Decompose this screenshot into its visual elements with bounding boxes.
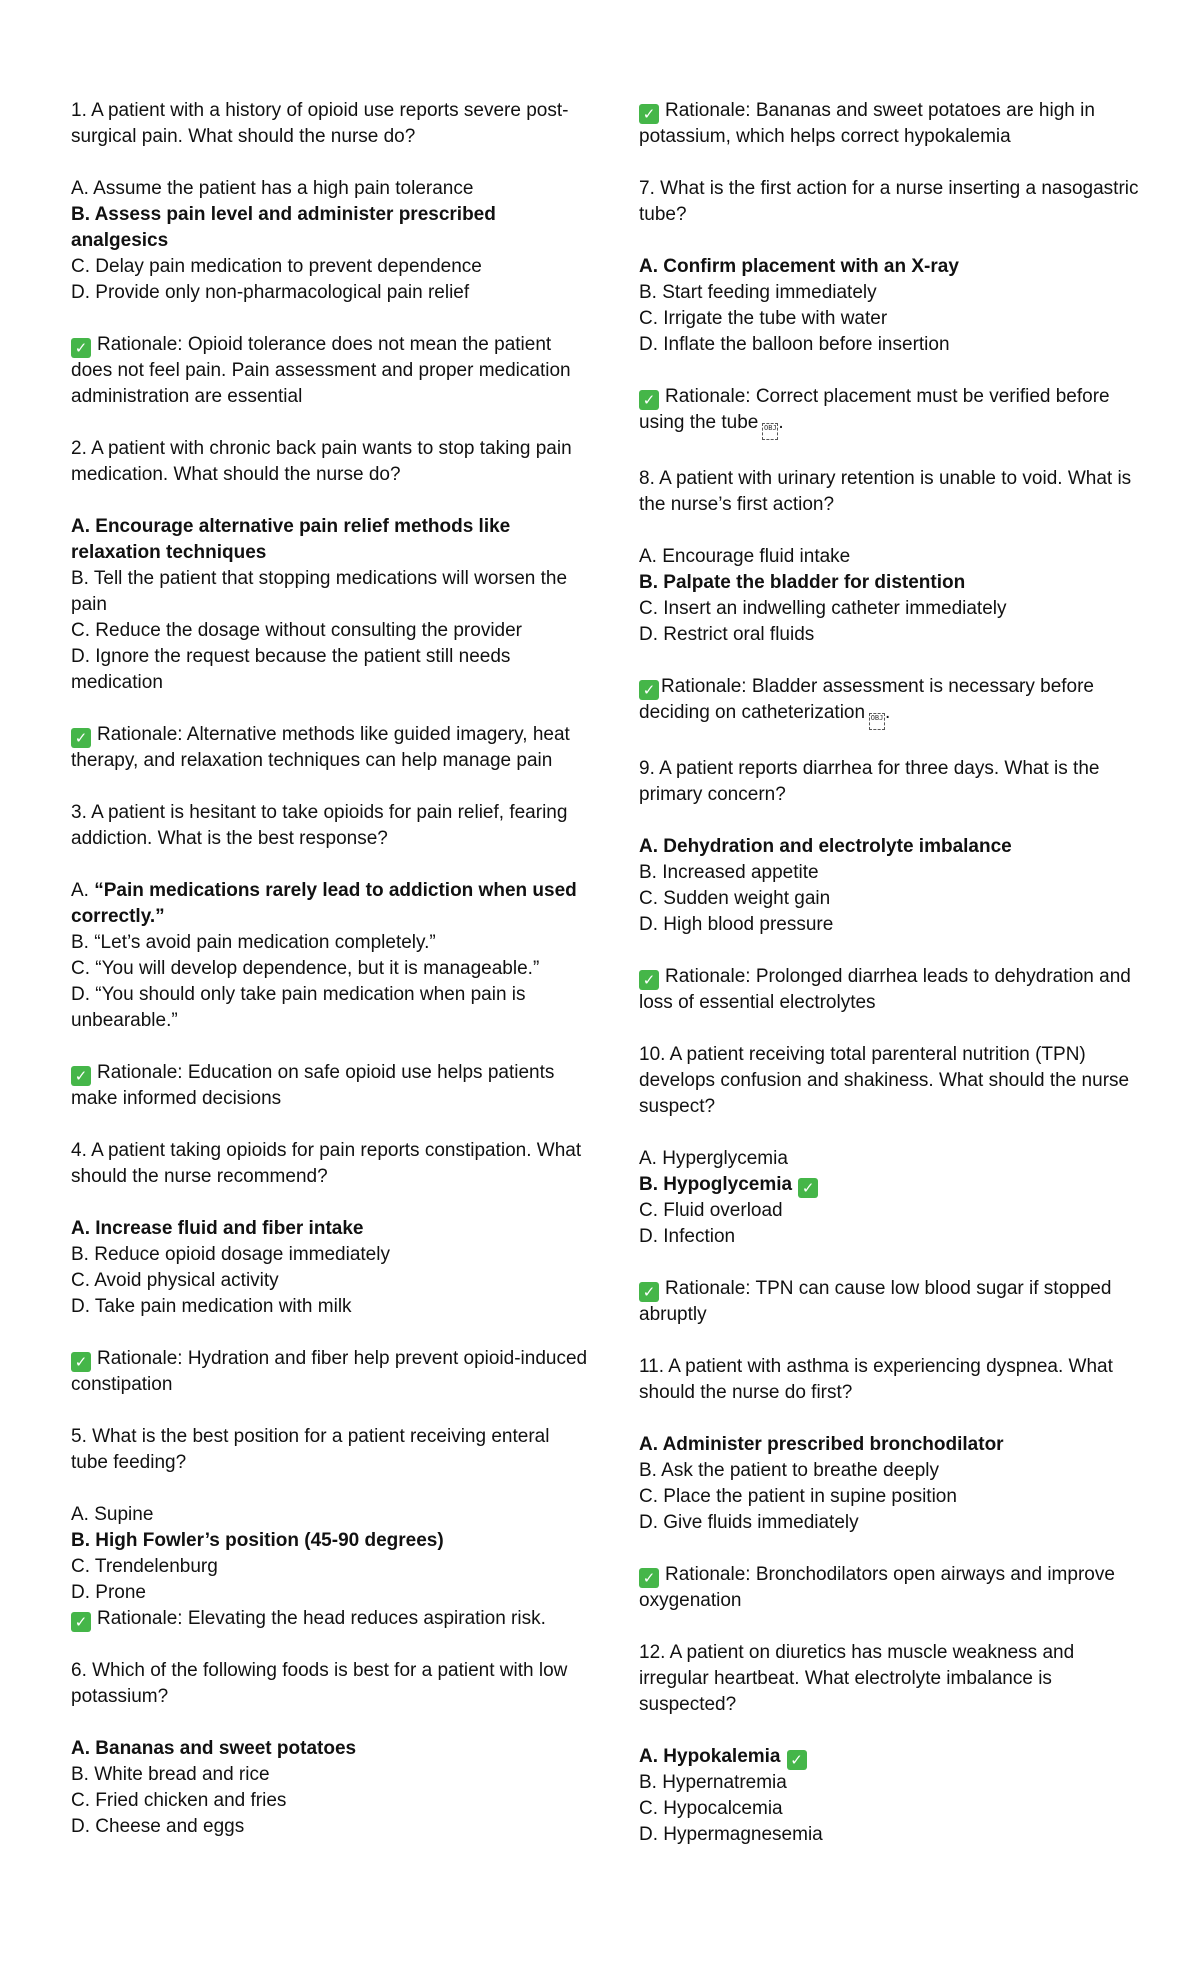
question-7 bbox=[639, 176, 1149, 440]
question-3 bbox=[71, 800, 591, 1112]
question-2 bbox=[71, 436, 591, 774]
check-mark-icon: ✓ bbox=[71, 338, 91, 358]
answer-option: B. Hypernatremia bbox=[639, 1772, 787, 1793]
check-mark-icon: ✓ bbox=[71, 1612, 91, 1632]
correct-answer-option bbox=[639, 1172, 1149, 1198]
check-mark-icon: ✓ bbox=[639, 104, 659, 124]
answer-option: D. Prone bbox=[71, 1582, 146, 1603]
answer-option: B. “Let’s avoid pain medication completely.” bbox=[71, 932, 436, 953]
answer-option: C. Sudden weight gain bbox=[639, 888, 831, 909]
correct-answer-option: B. Assess pain level and administer prescribed analgesics bbox=[71, 204, 496, 251]
rationale-text: Rationale: Bladder assessment is necessary before deciding on catheterization bbox=[639, 676, 1095, 723]
answer-option: C. Place the patient in supine position bbox=[639, 1486, 957, 1507]
left-column bbox=[71, 98, 591, 1840]
check-mark-icon: ✓ bbox=[71, 1066, 91, 1086]
answer-option: D. High blood pressure bbox=[639, 914, 834, 935]
option-text-bold: “Pain medications rarely lead to addiction when used correctly.” bbox=[71, 880, 577, 927]
answer-option: B. Reduce opioid dosage immediately bbox=[71, 1244, 390, 1265]
rationale-text: Rationale: TPN can cause low blood sugar if stopped abruptly bbox=[639, 1278, 1112, 1325]
answer-option: C. Fluid overload bbox=[639, 1200, 783, 1221]
question-stem: 8. A patient with urinary retention is unable to void. What is the nurse’s first action? bbox=[639, 468, 1132, 515]
answer-option: C. Delay pain medication to prevent dependence bbox=[71, 256, 482, 277]
correct-answer-option bbox=[71, 878, 591, 930]
rationale bbox=[71, 1346, 591, 1398]
question-stem: 9. A patient reports diarrhea for three days. What is the primary concern? bbox=[639, 758, 1100, 805]
rationale-text: Rationale: Bananas and sweet potatoes are high in potassium, which helps correct hypokalemia bbox=[639, 100, 1095, 147]
answer-option: D. Hypermagnesemia bbox=[639, 1824, 823, 1845]
question-stem: 7. What is the first action for a nurse inserting a nasogastric tube? bbox=[639, 178, 1139, 225]
rationale bbox=[71, 332, 591, 410]
answer-option: C. Trendelenburg bbox=[71, 1556, 218, 1577]
question-8 bbox=[639, 466, 1149, 730]
rationale: ✓ Rationale: Correct placement must be verified before using the tube OBJ. bbox=[639, 384, 1149, 440]
rationale-text: Rationale: Elevating the head reduces aspiration risk. bbox=[97, 1608, 546, 1629]
correct-answer-option: A. Administer prescribed bronchodilator bbox=[639, 1434, 1004, 1455]
right-column bbox=[639, 98, 1149, 1848]
check-mark-icon: ✓ bbox=[639, 970, 659, 990]
rationale bbox=[639, 98, 1149, 150]
rationale-text: Rationale: Prolonged diarrhea leads to dehydration and loss of essential electrolytes bbox=[639, 966, 1131, 1013]
answer-option: D. “You should only take pain medication when pain is unbearable.” bbox=[71, 984, 526, 1031]
answer-option: D. Infection bbox=[639, 1226, 736, 1247]
rationale bbox=[71, 1060, 591, 1112]
check-mark-icon: ✓ bbox=[639, 680, 659, 700]
answer-option: C. Insert an indwelling catheter immediately bbox=[639, 598, 1007, 619]
answer-option: D. Give fluids immediately bbox=[639, 1512, 859, 1533]
question-12 bbox=[639, 1640, 1149, 1848]
correct-answer-option: A. Dehydration and electrolyte imbalance bbox=[639, 836, 1012, 857]
rationale: ✓ Rationale: Bladder assessment is necessary before deciding on catheterization OBJ. bbox=[639, 674, 1149, 730]
answer-option: D. Ignore the request because the patient still needs medication bbox=[71, 646, 511, 693]
rationale-text: Rationale: Correct placement must be verified before using the tube bbox=[639, 386, 1110, 433]
answer-option: C. Reduce the dosage without consulting the provider bbox=[71, 620, 522, 641]
answer-option: C. “You will develop dependence, but it is manageable.” bbox=[71, 958, 540, 979]
check-mark-icon: ✓ bbox=[798, 1178, 818, 1198]
question-stem: 6. Which of the following foods is best for a patient with low potassium? bbox=[71, 1660, 568, 1707]
answer-option: D. Restrict oral fluids bbox=[639, 624, 815, 645]
answer-option: B. Increased appetite bbox=[639, 862, 819, 883]
answer-option: C. Hypocalcemia bbox=[639, 1798, 783, 1819]
question-stem: 11. A patient with asthma is experiencing dyspnea. What should the nurse do first? bbox=[639, 1356, 1113, 1403]
answer-option: C. Fried chicken and fries bbox=[71, 1790, 287, 1811]
rationale bbox=[639, 964, 1149, 1016]
correct-answer-option: A. Bananas and sweet potatoes bbox=[71, 1738, 357, 1759]
object-replacement-icon: OBJ bbox=[869, 713, 885, 730]
check-mark-icon: ✓ bbox=[71, 1352, 91, 1372]
answer-option: A. Encourage fluid intake bbox=[639, 546, 851, 567]
question-11 bbox=[639, 1354, 1149, 1614]
option-prefix: A. bbox=[71, 880, 95, 901]
question-5 bbox=[71, 1424, 591, 1632]
question-stem: 5. What is the best position for a patient receiving enteral tube feeding? bbox=[71, 1426, 550, 1473]
answer-option: D. Take pain medication with milk bbox=[71, 1296, 352, 1317]
correct-answer-option: A. Increase fluid and fiber intake bbox=[71, 1218, 364, 1239]
rationale-text: Rationale: Opioid tolerance does not mean the patient does not feel pain. Pain assessment and proper medication administration are essential bbox=[71, 334, 571, 407]
question-stem: 4. A patient taking opioids for pain reports constipation. What should the nurse recommend? bbox=[71, 1140, 582, 1187]
correct-answer-option: B. Palpate the bladder for distention bbox=[639, 572, 966, 593]
check-mark-icon: ✓ bbox=[639, 1282, 659, 1302]
question-stem: 2. A patient with chronic back pain wants to stop taking pain medication. What should the nurse do? bbox=[71, 438, 572, 485]
answer-option: B. Tell the patient that stopping medications will worsen the pain bbox=[71, 568, 568, 615]
answer-option: B. Ask the patient to breathe deeply bbox=[639, 1460, 939, 1481]
answer-option: C. Irrigate the tube with water bbox=[639, 308, 888, 329]
rationale bbox=[71, 722, 591, 774]
question-10 bbox=[639, 1042, 1149, 1328]
answer-option: D. Cheese and eggs bbox=[71, 1816, 245, 1837]
answer-option: C. Avoid physical activity bbox=[71, 1270, 279, 1291]
correct-answer-option bbox=[639, 1744, 1149, 1770]
answer-option: A. Hyperglycemia bbox=[639, 1148, 788, 1169]
object-replacement-icon: OBJ bbox=[762, 423, 778, 440]
question-6-rationale bbox=[639, 98, 1149, 150]
option-text: B. Hypoglycemia bbox=[639, 1174, 793, 1195]
question-stem: 10. A patient receiving total parenteral nutrition (TPN) develops confusion and shakiness. What should the nurse suspect? bbox=[639, 1044, 1130, 1117]
rationale bbox=[639, 1276, 1149, 1328]
question-1 bbox=[71, 98, 591, 410]
check-mark-icon: ✓ bbox=[639, 1568, 659, 1588]
question-stem: 3. A patient is hesitant to take opioids for pain relief, fearing addiction. What is the best response? bbox=[71, 802, 568, 849]
correct-answer-option: A. Encourage alternative pain relief methods like relaxation techniques bbox=[71, 516, 511, 563]
answer-option: B. White bread and rice bbox=[71, 1764, 270, 1785]
rationale-text: Rationale: Bronchodilators open airways and improve oxygenation bbox=[639, 1564, 1115, 1611]
check-mark-icon: ✓ bbox=[71, 728, 91, 748]
answer-option: D. Inflate the balloon before insertion bbox=[639, 334, 950, 355]
rationale-text: Rationale: Education on safe opioid use helps patients make informed decisions bbox=[71, 1062, 555, 1109]
answer-option: A. Supine bbox=[71, 1504, 154, 1525]
answer-option: B. Start feeding immediately bbox=[639, 282, 877, 303]
question-4 bbox=[71, 1138, 591, 1398]
correct-answer-option: A. Confirm placement with an X-ray bbox=[639, 256, 959, 277]
check-mark-icon: ✓ bbox=[787, 1750, 807, 1770]
check-mark-icon: ✓ bbox=[639, 390, 659, 410]
rationale-text: Rationale: Hydration and fiber help prevent opioid-induced constipation bbox=[71, 1348, 588, 1395]
rationale bbox=[639, 1562, 1149, 1614]
question-6 bbox=[71, 1658, 591, 1840]
answer-option: D. Provide only non-pharmacological pain relief bbox=[71, 282, 470, 303]
question-stem: 1. A patient with a history of opioid use reports severe post-surgical pain. What should the nurse do? bbox=[71, 100, 569, 147]
question-9 bbox=[639, 756, 1149, 1016]
rationale bbox=[71, 1606, 591, 1632]
option-text: A. Hypokalemia bbox=[639, 1746, 781, 1767]
correct-answer-option: B. High Fowler’s position (45-90 degrees) bbox=[71, 1530, 444, 1551]
rationale-text: Rationale: Alternative methods like guided imagery, heat therapy, and relaxation techniques can help manage pain bbox=[71, 724, 570, 771]
answer-option: A. Assume the patient has a high pain tolerance bbox=[71, 178, 474, 199]
question-stem: 12. A patient on diuretics has muscle weakness and irregular heartbeat. What electrolyte imbalance is suspected? bbox=[639, 1642, 1075, 1715]
